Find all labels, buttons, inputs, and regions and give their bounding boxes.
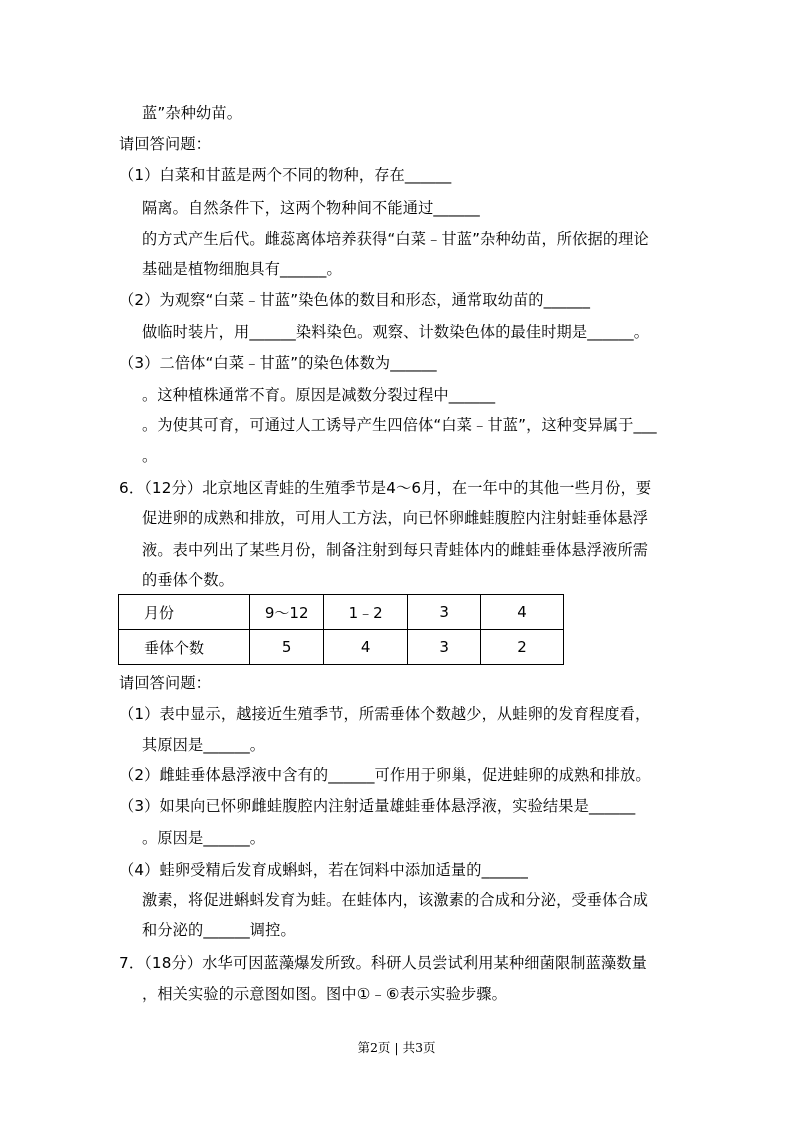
- text-line: 。原因是______。: [142, 829, 266, 847]
- text-line: 。为使其可育，可通过人工诱导产生四倍体“白菜﹣甘蓝”，这种变异属于___: [142, 416, 657, 434]
- question-3: （3）如果向已怀卵雌蛙腹腔内注射适量雄蛙垂体悬浮液，实验结果是______: [119, 797, 636, 815]
- text-line: 做临时装片，用______染料染色。观察、计数染色体的最佳时期是______。: [142, 323, 650, 341]
- table-cell: 月份: [119, 595, 250, 630]
- table-cell: 2: [481, 630, 564, 665]
- text-line: 蓝”杂种幼苗。: [142, 104, 243, 122]
- table-cell: 1﹣2: [323, 595, 407, 630]
- text-line: 激素，将促进蝌蚪发育为蛙。在蛙体内，该激素的合成和分泌，受垂体合成: [142, 891, 649, 909]
- text-line: 和分泌的______调控。: [142, 921, 296, 939]
- text-line: 的垂体个数。: [142, 571, 235, 589]
- problem-6: 6．（12分）北京地区青蛙的生殖季节是4～6月，在一年中的其他一些月份，要: [119, 479, 652, 497]
- question-2: （2）为观察“白菜﹣甘蓝”染色体的数目和形态，通常取幼苗的______: [119, 291, 591, 309]
- question-3: （3）二倍体“白菜﹣甘蓝”的染色体数为______: [119, 354, 437, 372]
- text-line: 。: [142, 447, 158, 465]
- table-cell: 垂体个数: [119, 630, 250, 665]
- section-heading: 请回答问题：: [119, 674, 212, 692]
- text-line: 其原因是______。: [142, 736, 266, 754]
- text-line: 。这种植株通常不育。原因是减数分裂过程中______: [142, 386, 496, 404]
- table-cell: 3: [408, 630, 481, 665]
- text-line: 基础是植物细胞具有______。: [142, 260, 342, 278]
- text-line: 的方式产生后代。雌蕊离体培养获得“白菜﹣甘蓝”杂种幼苗，所依据的理论: [142, 230, 649, 248]
- section-heading: 请回答问题：: [119, 135, 212, 153]
- table-cell: 9～12: [250, 595, 324, 630]
- table-cell: 4: [323, 630, 407, 665]
- text-line: 液。表中列出了某些月份，制备注射到每只青蛙体内的雌蛙垂体悬浮液所需: [142, 541, 649, 559]
- text-line: 促进卵的成熟和排放，可用人工方法，向已怀卵雌蛙腹腔内注射蛙垂体悬浮: [142, 509, 649, 527]
- question-2: （2）雌蛙垂体悬浮液中含有的______可作用于卵巢，促进蛙卵的成熟和排放。: [119, 766, 651, 784]
- question-4: （4）蛙卵受精后发育成蝌蚪，若在饲料中添加适量的______: [119, 861, 529, 879]
- pituitary-table: [118, 594, 564, 665]
- table-row: [119, 595, 564, 630]
- table-row: [119, 630, 564, 665]
- page-footer: 第2页 | 共3页: [357, 1040, 436, 1055]
- text-line: 隔离。自然条件下，这两个物种间不能通过______: [142, 199, 480, 217]
- table-cell: 4: [481, 595, 564, 630]
- question-1: （1）表中显示，越接近生殖季节，所需垂体个数越少，从蛙卵的发育程度看，: [119, 705, 651, 723]
- problem-7: 7．（18分）水华可因蓝藻爆发所致。科研人员尝试利用某种细菌限制蓝藻数量: [119, 954, 647, 972]
- question-1: （1）白菜和甘蓝是两个不同的物种，存在______: [119, 166, 452, 184]
- table-cell: 3: [408, 595, 481, 630]
- table-cell: 5: [250, 630, 324, 665]
- text-line: ，相关实验的示意图如图。图中①﹣⑥表示实验步骤。: [142, 985, 507, 1003]
